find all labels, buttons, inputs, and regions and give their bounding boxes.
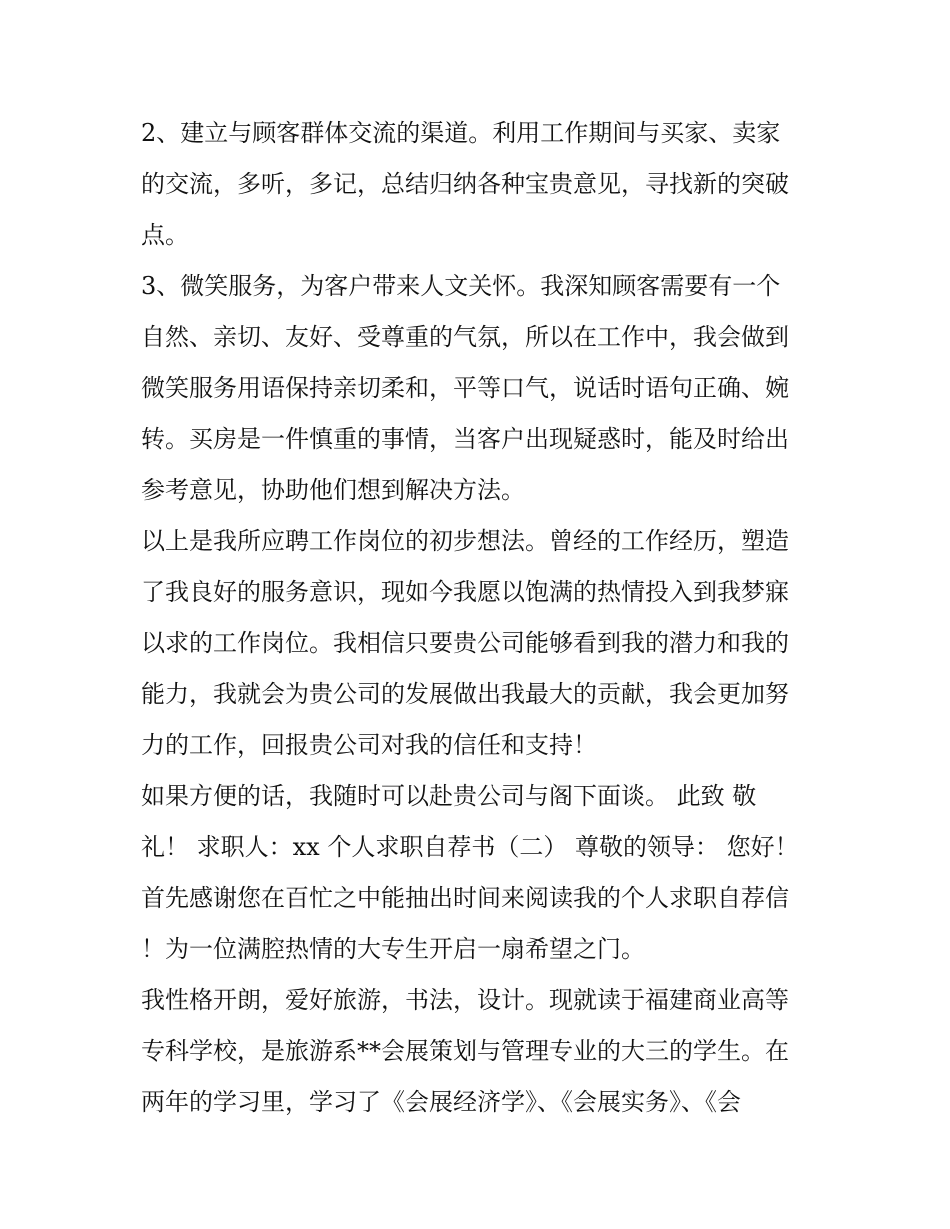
text-line: 专科学校，是旅游系**会展策划与管理专业的大三的学生。在 xyxy=(141,1037,789,1065)
text-line: 如果方便的话，我随时可以赴贵公司与阁下面谈。 此致 敬 xyxy=(141,782,757,810)
text-line: 以上是我所应聘工作岗位的初步想法。曾经的工作经历，塑造 xyxy=(141,527,789,555)
text-line: 以求的工作岗位。我相信只要贵公司能够看到我的潜力和我的 xyxy=(141,629,789,657)
document-body xyxy=(141,108,813,1128)
text-line: 转。买房是一件慎重的事情，当客户出现疑惑时，能及时给出 xyxy=(141,425,789,453)
text-line: 我性格开朗，爱好旅游，书法，设计。现就读于福建商业高等 xyxy=(141,986,789,1014)
text-line: 的交流，多听，多记，总结归纳各种宝贵意见，寻找新的突破 xyxy=(141,170,789,198)
text-line: 两年的学习里，学习了《会展经济学》、《会展实务》、《会 xyxy=(141,1088,741,1116)
text-line: 2、建立与顾客群体交流的渠道。利用工作期间与买家、卖家 xyxy=(141,119,781,147)
text-line: 了我良好的服务意识，现如今我愿以饱满的热情投入到我梦寐 xyxy=(141,578,789,606)
text-line: 参考意见，协助他们想到解决方法。 xyxy=(141,476,525,504)
text-line: ！为一位满腔热情的大专生开启一扇希望之门。 xyxy=(141,935,645,963)
text-line: 能力，我就会为贵公司的发展做出我最大的贡献，我会更加努 xyxy=(141,680,789,708)
text-line: 3、微笑服务，为客户带来人文关怀。我深知顾客需要有一个 xyxy=(141,272,781,300)
text-line: 首先感谢您在百忙之中能抽出时间来阅读我的个人求职自荐信 xyxy=(141,884,789,912)
text-line: 自然、亲切、友好、受尊重的气氛，所以在工作中，我会做到 xyxy=(141,323,789,351)
text-line: 力的工作，回报贵公司对我的信任和支持！ xyxy=(141,731,597,759)
text-line: 微笑服务用语保持亲切柔和，平等口气，说话时语句正确、婉 xyxy=(141,374,789,402)
text-line: 点。 xyxy=(141,221,189,249)
text-line: 礼！ 求职人：xx 个人求职自荐书（二） 尊敬的领导： 您好！ xyxy=(141,833,799,861)
